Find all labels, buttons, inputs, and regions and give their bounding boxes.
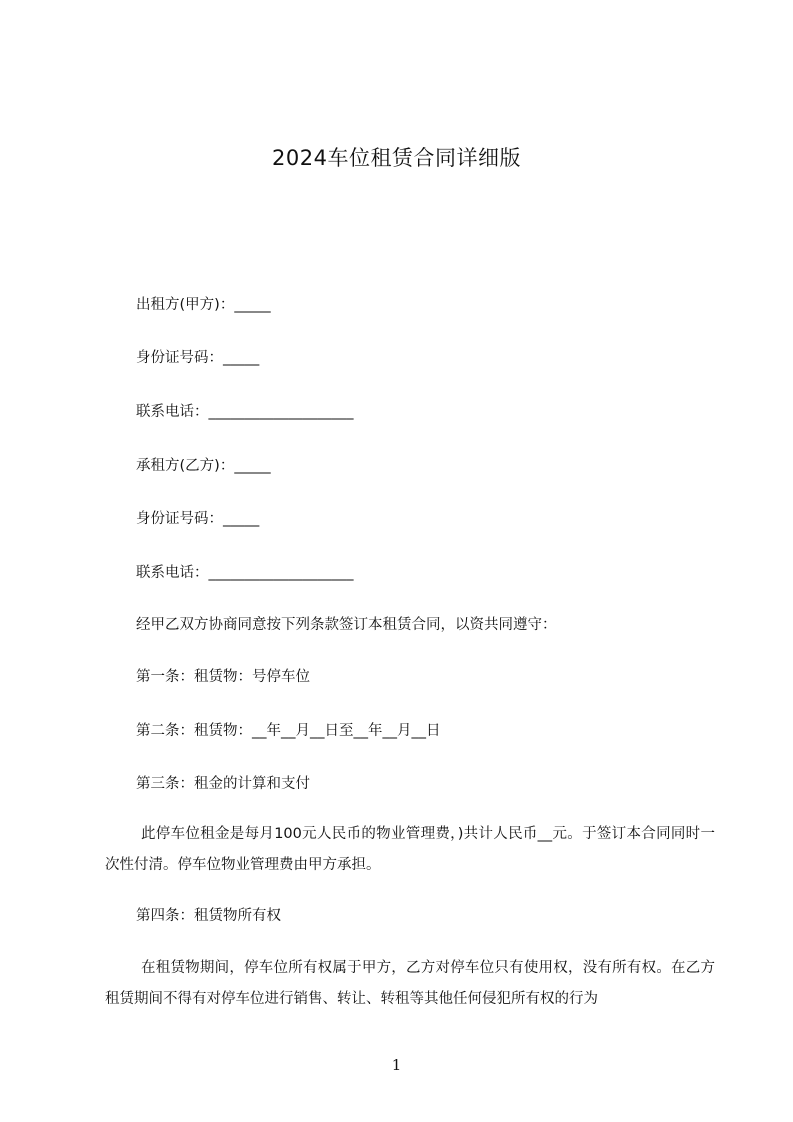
article-1-line: 第一条：租赁物：号停车位 [136, 669, 310, 685]
lessee-phone-line: 联系电话：____________________ [136, 565, 354, 581]
article-4-heading: 第四条：租赁物所有权 [136, 908, 281, 924]
lessee-id-line: 身份证号码：_____ [136, 511, 260, 527]
lessor-phone-line: 联系电话：____________________ [136, 404, 354, 420]
lessee-name-line: 承租方(乙方)：_____ [136, 458, 271, 474]
article-2-line: 第二条：租赁物：__年__月__日至__年__月__日 [136, 723, 441, 739]
document-title: 2024车位租赁合同详细版 [272, 146, 521, 170]
preamble-line: 经甲乙双方协商同意按下列条款签订本租赁合同，以资共同遵守： [136, 617, 557, 633]
lessor-id-line: 身份证号码：_____ [136, 350, 260, 366]
page-number: 1 [391, 1056, 402, 1074]
article-3-heading: 第三条：租金的计算和支付 [136, 776, 310, 792]
lessor-name-line: 出租方(甲方)：_____ [136, 297, 271, 313]
article-4-paragraph: 在租赁物期间，停车位所有权属于甲方，乙方对停车位只有使用权，没有所有权。在乙方租赁期间不得有对停车位进行销售、转让、转租等其他任何侵犯所有权的行为 [105, 960, 715, 1007]
article-3-paragraph: 此停车位租金是每月100元人民币的物业管理费，)共计人民币__元。于签订本合同同时一次性付清。停车位物业管理费由甲方承担。 [105, 826, 715, 873]
